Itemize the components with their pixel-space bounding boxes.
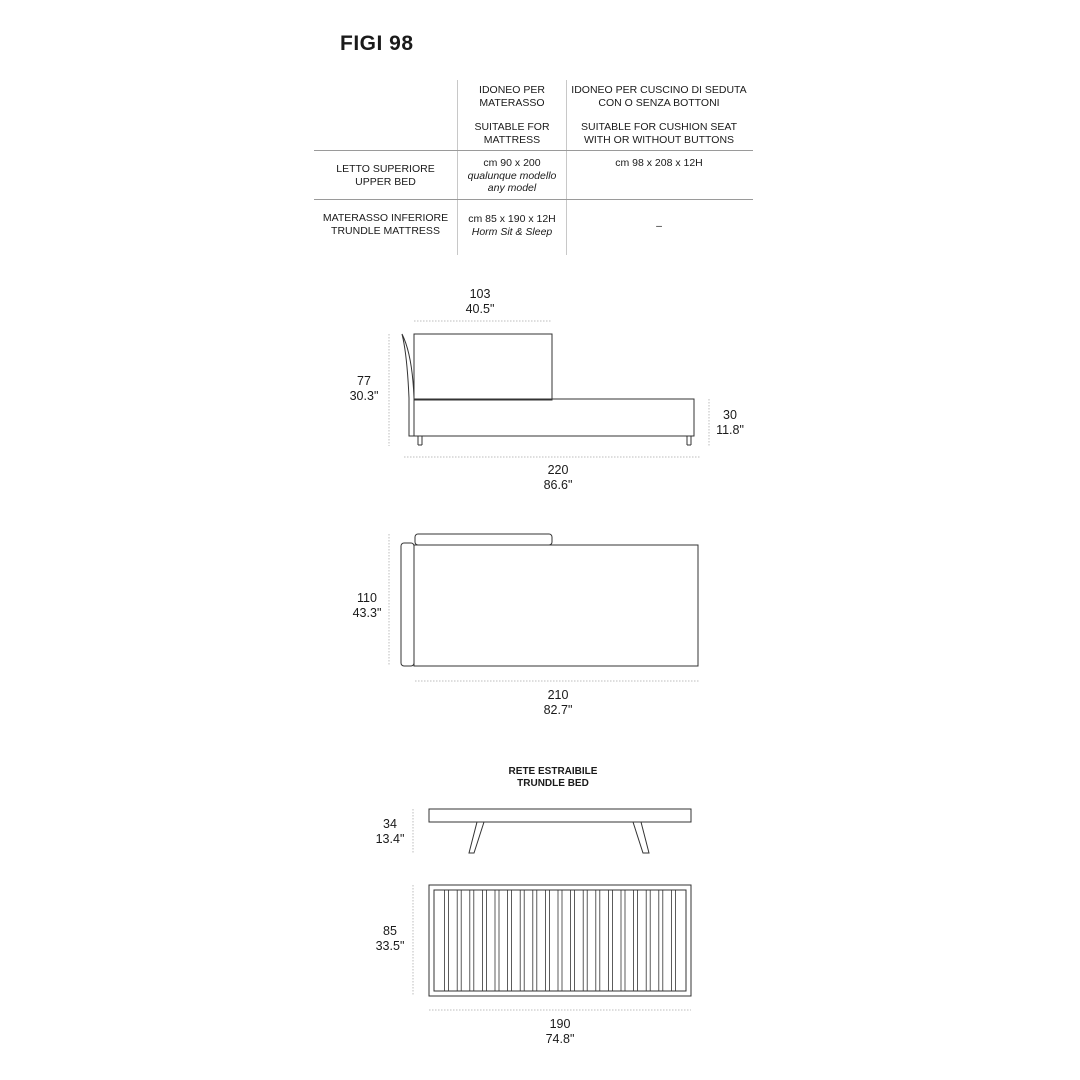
dim-side-height: [334, 374, 394, 404]
trundle-inner-frame: [434, 890, 686, 991]
dim-cm: 220: [547, 463, 569, 477]
trundle-cushion-size: –: [656, 220, 662, 232]
dim-cm: 210: [547, 688, 569, 702]
dim-seat-height: [700, 408, 760, 438]
dim-trundle-height: [360, 817, 420, 847]
plan-view-drawing: [401, 534, 698, 666]
trundle-title-it: RETE ESTRAIBILE: [508, 766, 598, 777]
side-elevation-drawing: [402, 334, 694, 445]
upper-mattress-note: qualunque modello any model: [467, 169, 557, 194]
header-mattress-it: IDONEO PER MATERASSO: [479, 84, 545, 109]
dim-plan-length: [518, 688, 598, 718]
row-label-trundle-mattress: MATERASSO INFERIORE TRUNDLE MATTRESS: [322, 212, 449, 237]
dim-side-length: [518, 463, 598, 493]
upper-cushion-size: cm 98 x 208 x 12H: [615, 157, 703, 169]
dim-top-width: [440, 287, 520, 317]
trundle-outer-frame: [429, 885, 691, 996]
dim-cm: 110: [357, 591, 377, 605]
backrest-cushion: [414, 334, 552, 400]
dim-cm: 103: [469, 287, 491, 301]
header-mattress-en: SUITABLE FOR MATTRESS: [474, 121, 550, 146]
dim-in: 33.5": [375, 939, 405, 953]
trundle-plan-drawing: [429, 885, 691, 996]
trundle-frame: [429, 809, 691, 822]
upper-mattress-size: cm 90 x 200: [483, 157, 541, 169]
cushion-top: [415, 534, 552, 545]
dim-cm: 85: [383, 924, 397, 938]
dim-in: 11.8": [716, 423, 744, 437]
dim-in: 40.5": [465, 302, 495, 316]
dim-cm: 77: [357, 374, 371, 388]
dim-in: 74.8": [545, 1032, 575, 1046]
product-title: FIGI 98: [340, 32, 414, 55]
mattress-plan: [414, 545, 698, 666]
header-cushion-en: SUITABLE FOR CUSHION SEAT WITH OR WITHOUT BUTTONS: [581, 121, 737, 146]
headboard-outline: [402, 334, 414, 436]
dim-in: 13.4": [375, 832, 405, 846]
trundle-title-en: TRUNDLE BED: [517, 778, 589, 789]
trundle-slats: [445, 890, 676, 991]
trundle-mattress-note: Horm Sit & Sleep: [471, 225, 553, 238]
trundle-leg: [633, 822, 649, 853]
dim-cm: 30: [723, 408, 737, 422]
dim-in: 86.6": [543, 478, 573, 492]
trundle-mattress-size: cm 85 x 190 x 12H: [468, 213, 556, 225]
dim-cm: 190: [549, 1017, 571, 1031]
trundle-leg: [469, 822, 484, 853]
dim-in: 30.3": [349, 389, 379, 403]
trundle-side-drawing: [429, 809, 691, 853]
dim-trundle-depth: [360, 924, 420, 954]
headboard-plan: [401, 543, 414, 666]
dim-cm: 34: [383, 817, 397, 831]
dim-in: 82.7": [543, 703, 573, 717]
dim-trundle-length: [520, 1017, 600, 1047]
dim-in: 43.3": [352, 606, 382, 620]
header-cushion-it: IDONEO PER CUSCINO DI SEDUTA CON O SENZA BOTTONI: [571, 84, 747, 109]
row-label-upper-bed: LETTO SUPERIORE UPPER BED: [336, 163, 435, 188]
trundle-section-label: [453, 766, 653, 790]
bed-base: [414, 399, 694, 436]
dim-plan-depth: [337, 591, 397, 621]
